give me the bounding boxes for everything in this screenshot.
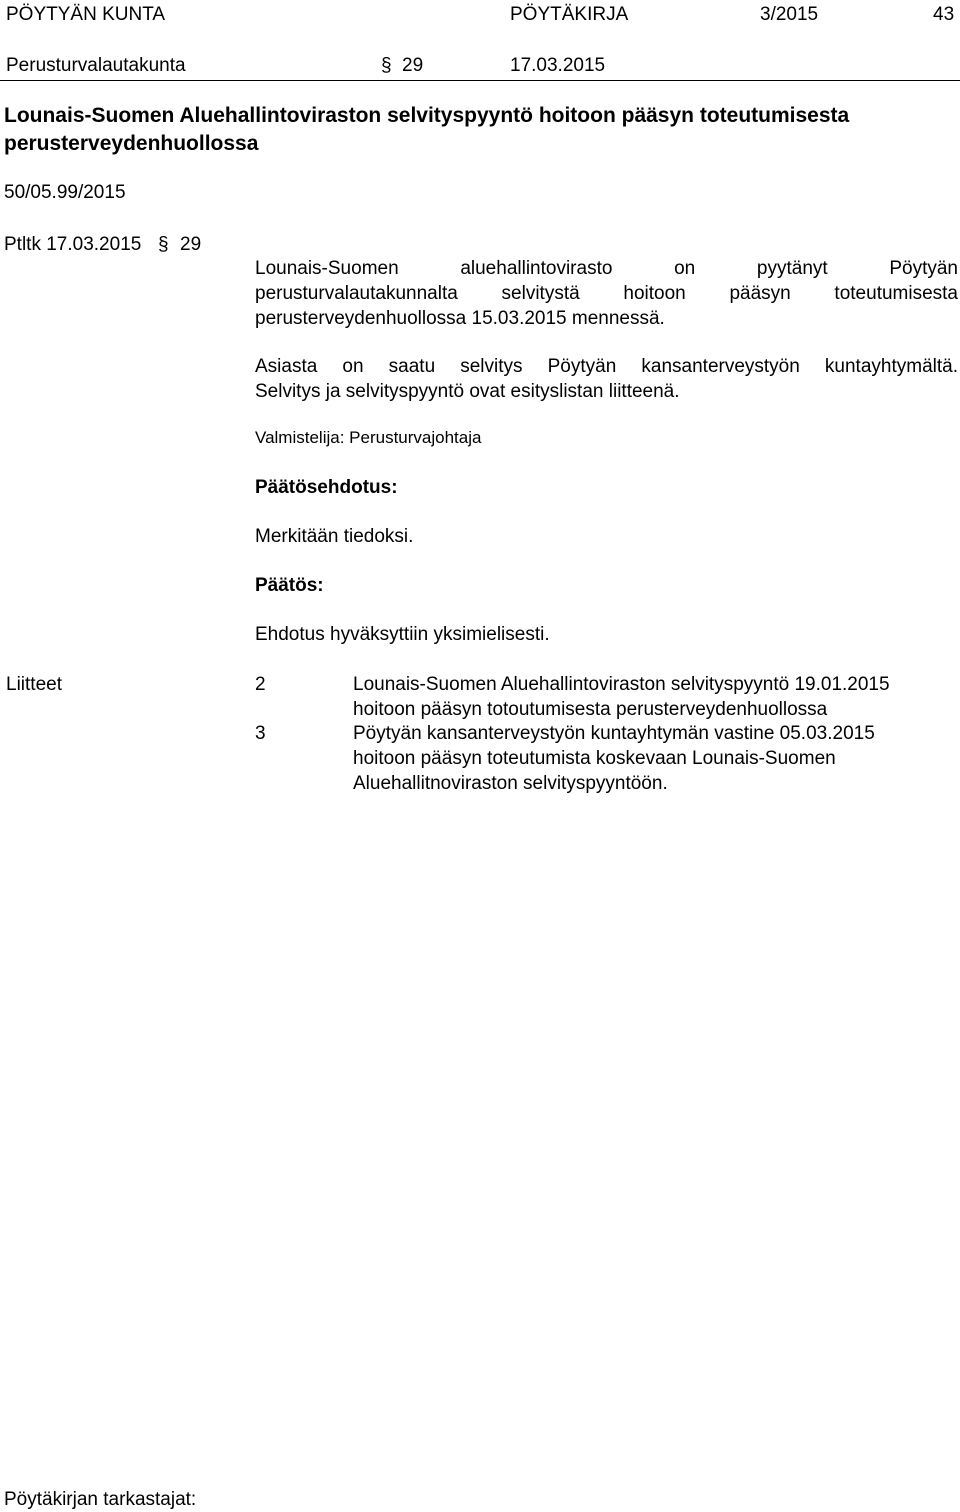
header-divider <box>0 80 960 81</box>
preparer: Valmistelija: Perusturvajohtaja <box>255 428 482 447</box>
attachment-line: Pöytyän kansanterveystyön kuntayhtymän vastine 05.03.2015 <box>353 723 875 744</box>
attachment-line: Aluehallitnoviraston selvityspyyntöön. <box>353 773 668 794</box>
reference-prefix: Ptltk 17.03.2015 <box>4 234 142 255</box>
meeting-date: 17.03.2015 <box>510 55 606 76</box>
reference-number: 29 <box>180 234 202 255</box>
paragraph-line: Asiasta on saatu selvitys Pöytyän kansanterveystyön kuntayhtymältä. <box>255 356 958 377</box>
paragraph-line: Selvitys ja selvityspyyntö ovat esityslistan liitteenä. <box>255 381 680 402</box>
attachment-number: 2 <box>255 674 266 695</box>
paragraph-line: perusterveydenhuollossa 15.03.2015 mennessä. <box>255 308 665 329</box>
paragraph-line: Lounais-Suomen aluehallintovirasto on pyytänyt Pöytyän <box>255 258 958 279</box>
reference-section-symbol: § <box>158 234 169 255</box>
paragraph-request <box>255 256 958 331</box>
attachment-line: Lounais-Suomen Aluehallintoviraston selvityspyyntö 19.01.2015 <box>353 674 890 695</box>
section-symbol: § <box>381 55 392 76</box>
attachments-label: Liitteet <box>6 674 62 695</box>
attachment-line: hoitoon pääsyn toteutumista koskevaan Lounais-Suomen <box>353 748 836 769</box>
proposal-text: Merkitään tiedoksi. <box>255 526 414 547</box>
decision-text: Ehdotus hyväksyttiin yksimielisesti. <box>255 624 550 645</box>
doc-type: PÖYTÄKIRJA <box>510 4 629 25</box>
paragraph-line: perusturvalautakunnalta selvitystä hoitoon pääsyn toteutumisesta <box>255 283 958 304</box>
section-number: 29 <box>402 55 424 76</box>
committee-name: Perusturvalautakunta <box>6 55 186 76</box>
reviewers-label: Pöytäkirjan tarkastajat: <box>4 1489 197 1510</box>
page-number: 43 <box>933 4 955 25</box>
org-name: PÖYTYÄN KUNTA <box>6 4 166 25</box>
page-title-line-1: Lounais-Suomen Aluehallintoviraston selvityspyyntö hoitoon pääsyn toteutumisesta <box>4 104 850 127</box>
attachment-line: hoitoon pääsyn totoutumisesta perusterveydenhuollossa <box>353 699 828 720</box>
record-id: 50/05.99/2015 <box>4 182 126 203</box>
page-title-line-2: perusterveydenhuollossa <box>4 132 259 155</box>
proposal-heading: Päätösehdotus: <box>255 477 398 498</box>
attachment-number: 3 <box>255 723 266 744</box>
decision-heading: Päätös: <box>255 575 324 596</box>
paragraph-response <box>255 354 958 404</box>
doc-number: 3/2015 <box>760 4 819 25</box>
